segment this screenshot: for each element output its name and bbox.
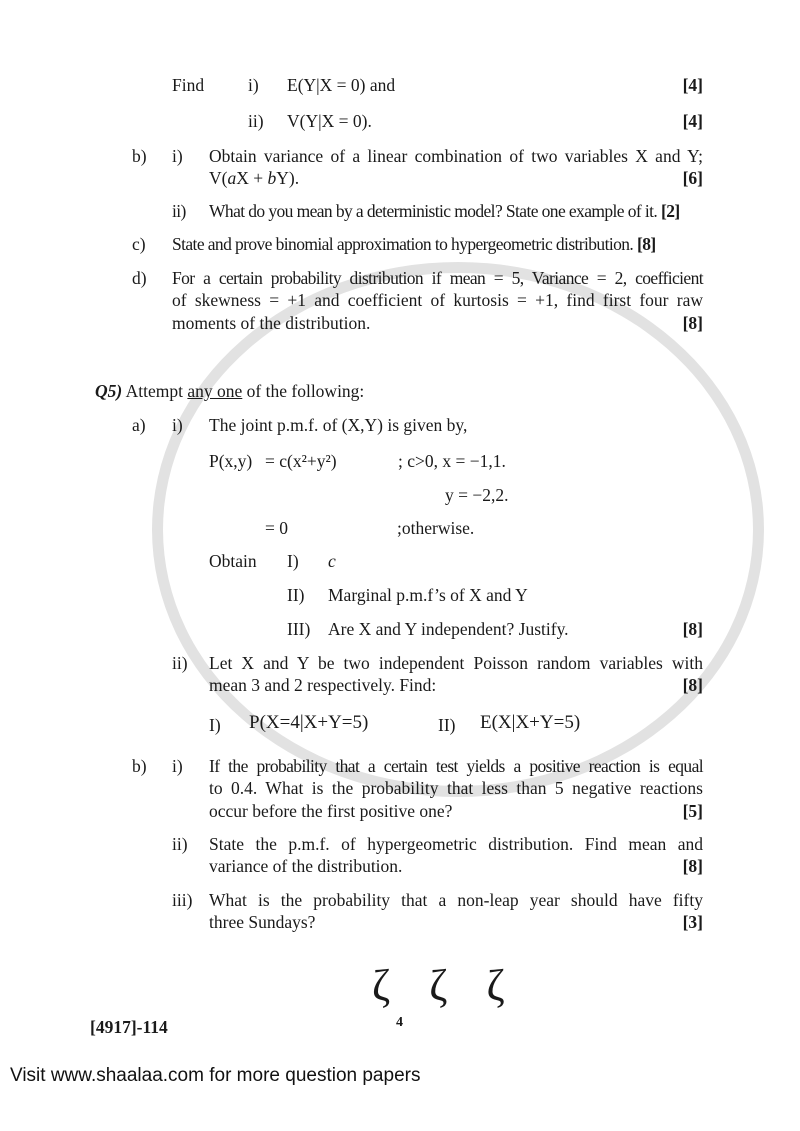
pmf-condition: y = −2,2. [445, 485, 509, 505]
text: a [227, 168, 237, 188]
text: b [267, 168, 277, 188]
item-number: i) [172, 756, 183, 776]
question-number: Q5) [95, 381, 123, 401]
obtain-label: Obtain [209, 551, 257, 571]
question-text: occur before the first positive one? [209, 801, 453, 821]
item-number: iii) [172, 890, 193, 910]
question-text: moments of the distribution. [172, 313, 371, 333]
item-number: ii) [172, 834, 188, 854]
pmf-zero: = 0 [265, 518, 288, 538]
question-text: State and prove binomial approximation to hypergeometric distribution. [172, 234, 634, 254]
part-label: b) [132, 756, 147, 776]
question-text: V(Y|X = 0). [287, 111, 372, 131]
question-line [209, 201, 680, 221]
question-text: three Sundays? [209, 912, 316, 932]
page-number: 4 [396, 1015, 403, 1030]
marks: [6] [682, 168, 703, 188]
question-text: Marginal p.m.f’s of X and Y [328, 585, 528, 605]
pmf-otherwise: ;otherwise. [397, 518, 475, 538]
marks: [8] [682, 619, 703, 639]
text: Y). [276, 168, 300, 188]
question-text: c [328, 551, 336, 571]
end-of-paper-mark: ζ ζ ζ [372, 961, 519, 1010]
part-label: c) [132, 234, 146, 254]
text: Attempt [125, 381, 188, 401]
footer-link[interactable]: Visit www.shaalaa.com for more question papers [10, 1065, 421, 1086]
question-text: mean 3 and 2 respectively. Find: [209, 675, 437, 695]
marks: [5] [682, 801, 703, 821]
marks: [8] [682, 856, 703, 876]
item-number: II) [438, 715, 456, 735]
item-number: ii) [172, 201, 186, 221]
formula: P(X=4|X+Y=5) [249, 712, 369, 733]
text: V( [209, 168, 228, 188]
question-text: Let X and Y be two independent Poisson random variables with [209, 653, 703, 673]
question-text: E(Y|X = 0) and [287, 75, 396, 95]
question-text: variance of the distribution. [209, 856, 403, 876]
item-number: III) [287, 619, 311, 639]
question-text: For a certain probability distribution if mean = 5, Variance = 2, coefficient [172, 268, 703, 288]
marks: [3] [682, 912, 703, 932]
pmf-condition: ; c>0, x = −1,1. [398, 451, 506, 471]
question-text [209, 168, 299, 188]
text: of the following: [242, 381, 365, 401]
item-number: ii) [248, 111, 264, 131]
pmf-rhs: = c(x²+y²) [265, 451, 337, 471]
marks: [8] [682, 313, 703, 333]
question-text: State the p.m.f. of hypergeometric distribution. Find mean and [209, 834, 703, 854]
find-label: Find [172, 75, 205, 95]
question-text: to 0.4. What is the probability that less than 5 negative reactions [209, 778, 703, 798]
item-number: I) [287, 551, 299, 571]
formula: E(X|X+Y=5) [480, 712, 581, 733]
item-number: i) [172, 146, 183, 166]
question-line [172, 234, 656, 254]
item-number: i) [172, 415, 183, 435]
marks: [4] [682, 75, 703, 95]
question-text: of skewness = +1 and coefficient of kurtosis = +1, find first four raw [172, 290, 703, 310]
question-text: If the probability that a certain test yields a positive reaction is equal [209, 756, 703, 776]
text: any one [187, 381, 243, 401]
question-text: Are X and Y independent? Justify. [328, 619, 569, 639]
marks: [8] [636, 234, 656, 254]
question-text: The joint p.m.f. of (X,Y) is given by, [209, 415, 468, 435]
part-label: b) [132, 146, 147, 166]
part-label: d) [132, 268, 147, 288]
item-number: i) [248, 75, 259, 95]
pmf-lhs: P(x,y) [209, 451, 253, 471]
question-heading [95, 381, 364, 401]
item-number: I) [209, 715, 221, 735]
marks: [4] [682, 111, 703, 131]
item-number: ii) [172, 653, 188, 673]
question-text: What is the probability that a non-leap year should have fifty [209, 890, 703, 910]
text: X + [236, 168, 268, 188]
marks: [8] [682, 675, 703, 695]
marks: [2] [660, 201, 680, 221]
part-label: a) [132, 415, 146, 435]
question-text: What do you mean by a deterministic model? State one example of it. [209, 201, 658, 221]
item-number: II) [287, 585, 305, 605]
paper-code: [4917]-114 [90, 1017, 168, 1037]
question-text: Obtain variance of a linear combination of two variables X and Y; [209, 146, 703, 166]
